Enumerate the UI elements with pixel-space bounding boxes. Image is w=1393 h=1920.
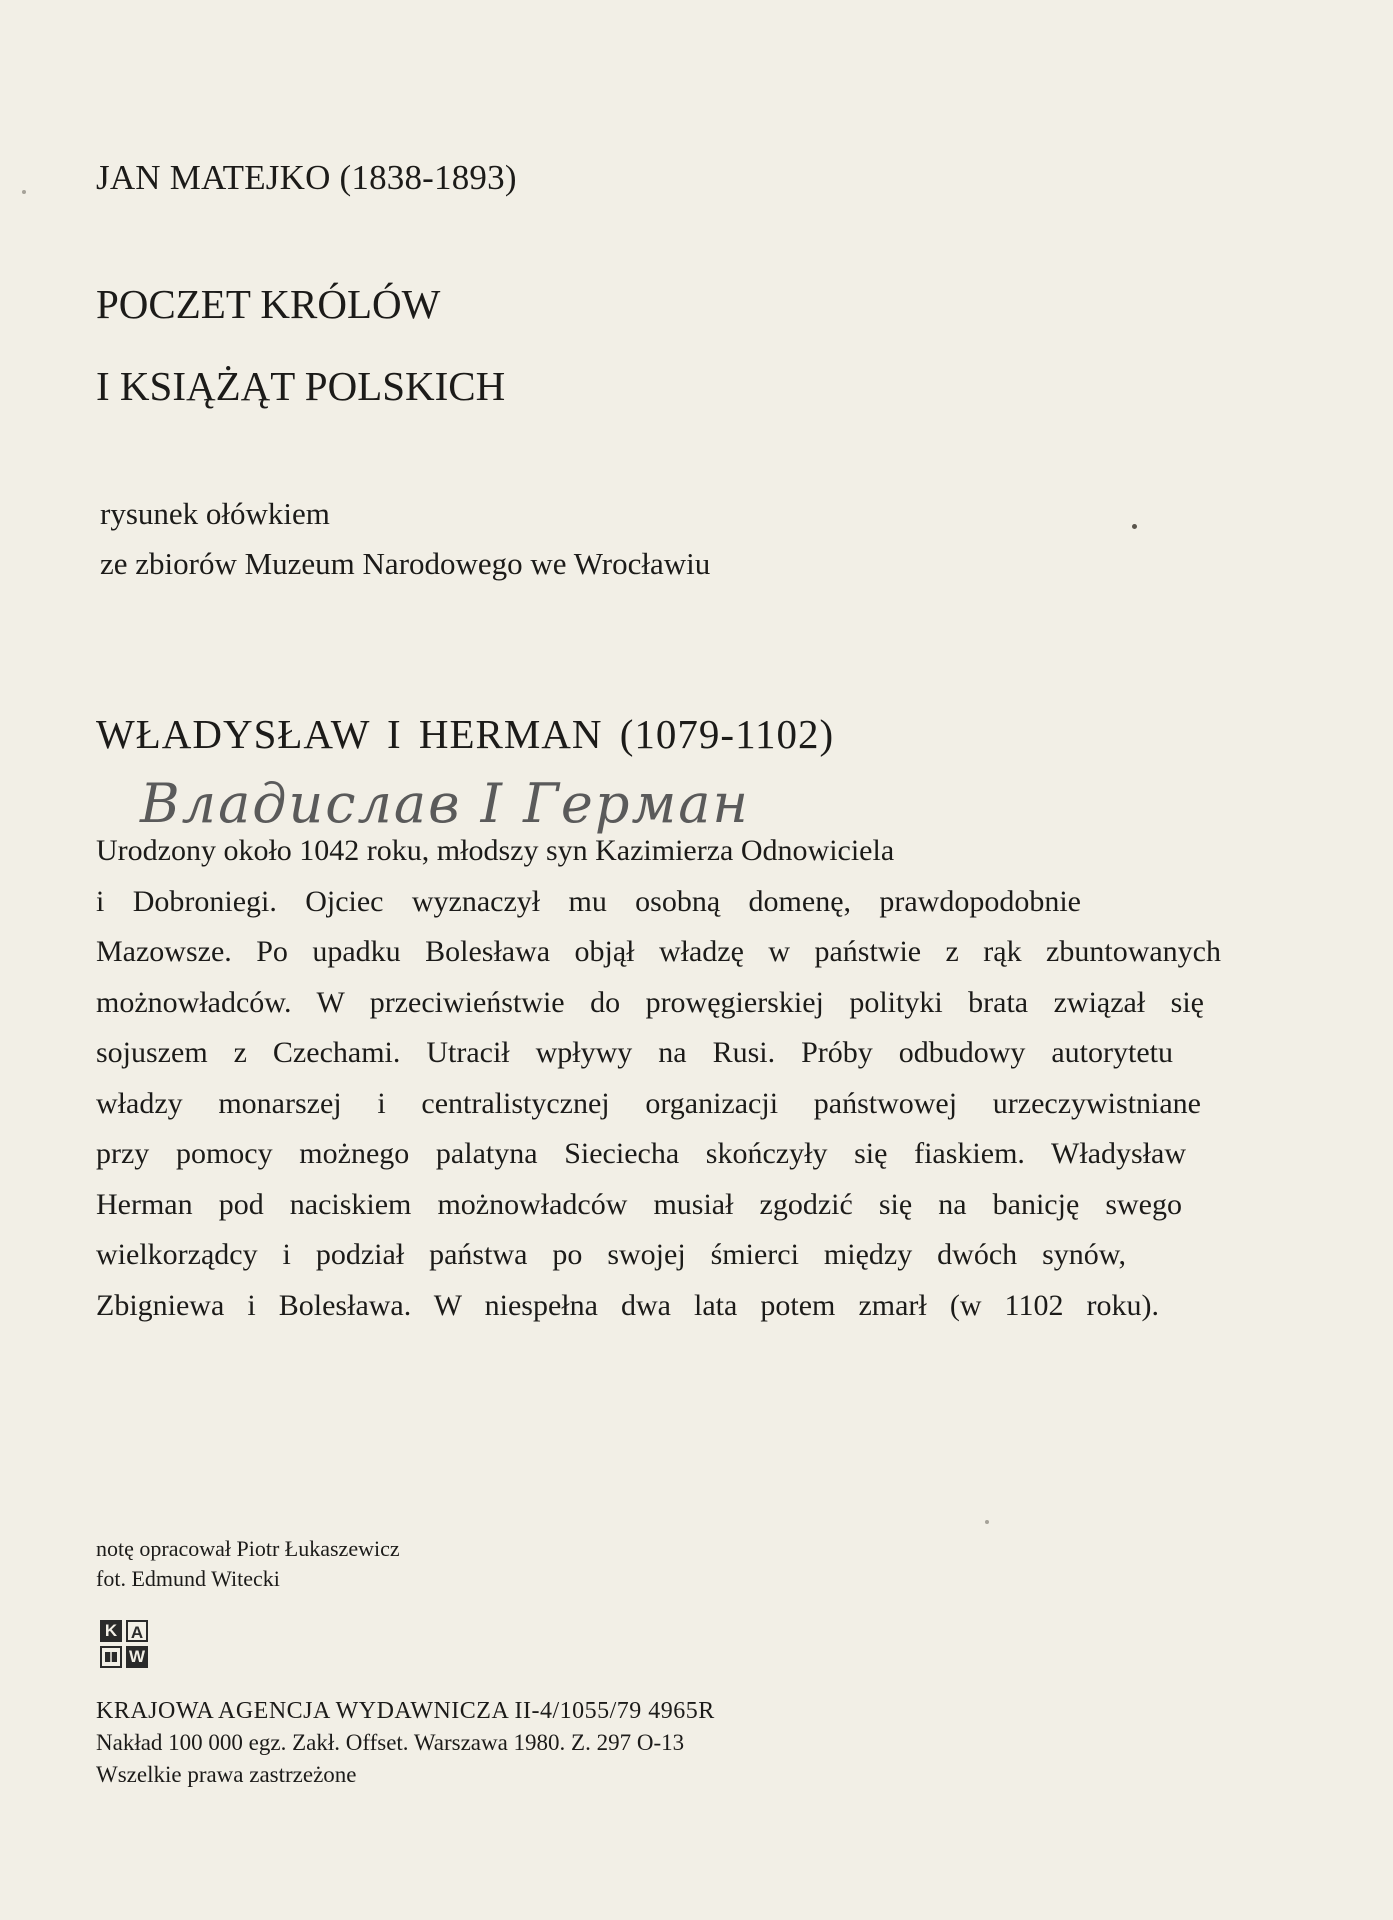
biography-line: Mazowsze. Po upadku Bolesława objął władzę w państwie z rąk zbuntowanych: [96, 935, 1221, 968]
biography-line: i Dobroniegi. Ojciec wyznaczył mu osobną domenę, prawdopodobnie: [96, 884, 1081, 918]
title-line-2: I KSIĄŻĄT POLSKICH: [96, 363, 506, 409]
copyright-notice: Wszelkie prawa zastrzeżone: [96, 1762, 357, 1787]
biography-line: przy pomocy możnego palatyna Sieciecha skończyły się fiaskiem. Władysław: [96, 1137, 1186, 1170]
biography-line: wielkorządcy i podział państwa po swojej śmierci między dwóch synów,: [96, 1238, 1126, 1271]
handwritten-annotation: Владислав I Герман: [140, 772, 750, 835]
logo-letter-a: A: [126, 1620, 148, 1642]
publisher-name: KRAJOWA AGENCJA WYDAWNICZA II-4/1055/79 4965R: [96, 1698, 715, 1724]
biography-line: Urodzony około 1042 roku, młodszy syn Kazimierza Odnowiciela: [96, 834, 895, 867]
title-line-1: POCZET KRÓLÓW: [96, 281, 441, 327]
logo-letter-k: K: [100, 1620, 122, 1642]
publisher-logo: [100, 1620, 152, 1670]
biography-line: Zbigniewa i Bolesława. W niespełna dwa lata potem zmarł (w 1102 roku).: [96, 1288, 1159, 1322]
photo-credit: fot. Edmund Witecki: [96, 1566, 280, 1591]
biography-line: władzy monarszej i centralistycznej organizacji państwowej urzeczywistniane: [96, 1086, 1201, 1120]
biography-line: możnowładców. W przeciwieństwie do prowęgierskiej polityki brata związał się: [96, 985, 1204, 1019]
print-run-info: Nakład 100 000 egz. Zakł. Offset. Warszawa 1980. Z. 297 O-13: [96, 1730, 685, 1755]
subtitle-line-2: ze zbiorów Muzeum Narodowego we Wrocławiu: [100, 546, 711, 581]
biography-line: sojuszem z Czechami. Utracił wpływy na Rusi. Próby odbudowy autorytetu: [96, 1036, 1173, 1069]
paper-speck: [22, 190, 26, 194]
subtitle-line-1: rysunek ołówkiem: [100, 496, 330, 531]
paper-speck: [1132, 524, 1137, 529]
ruler-heading: WŁADYSŁAW I HERMAN (1079-1102): [96, 711, 835, 757]
biography-text: [96, 826, 1236, 1331]
biography-line: Herman pod naciskiem możnowładców musiał zgodzić się na banicję swego: [96, 1187, 1182, 1221]
author-heading: JAN MATEJKO (1838-1893): [96, 158, 517, 197]
note-author-credit: notę opracował Piotr Łukaszewicz: [96, 1536, 400, 1561]
paper-speck: [985, 1520, 989, 1524]
logo-letter-w: W: [126, 1646, 148, 1668]
logo-book-icon: [100, 1646, 122, 1668]
